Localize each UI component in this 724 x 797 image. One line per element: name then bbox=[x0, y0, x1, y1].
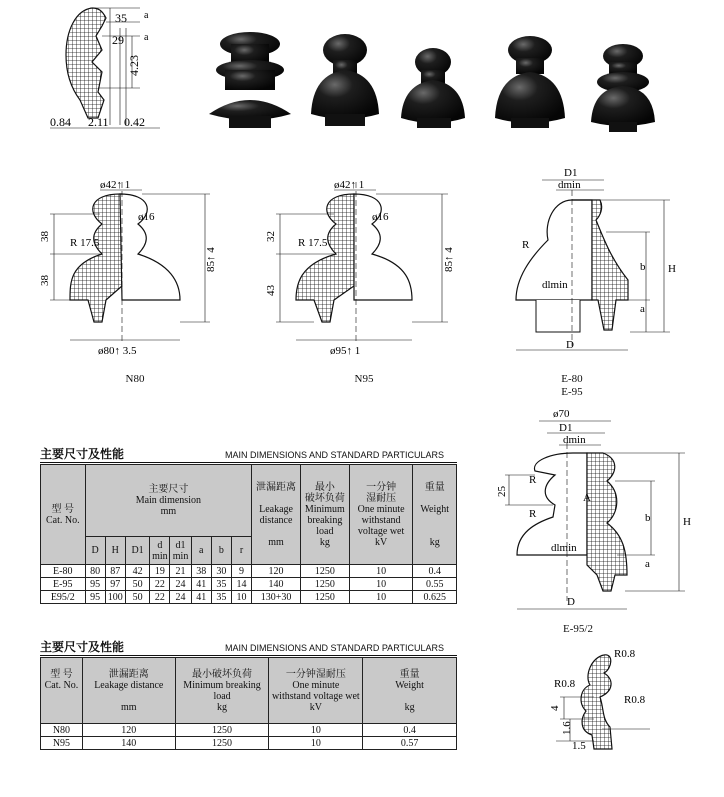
table-cell: 140 bbox=[82, 737, 175, 750]
table1 bbox=[40, 464, 457, 604]
table-cell-cat-no: E-80 bbox=[41, 565, 86, 578]
t1-h-volt-unit: kV bbox=[374, 536, 388, 548]
table-cell: 41 bbox=[191, 578, 211, 591]
t1-sub-d1: D1 bbox=[125, 537, 149, 565]
e80-dim-h: H bbox=[668, 263, 676, 275]
insulator-photo-1 bbox=[209, 32, 291, 128]
groove-dim-1-5: 1.5 bbox=[572, 740, 586, 752]
t2-h-volt-en1: One minute bbox=[292, 679, 340, 691]
n80-dim-top: ø42↑ 1 bbox=[100, 179, 131, 191]
t1-h-weight-cn: 重量 bbox=[424, 481, 445, 493]
table-cell: 0.55 bbox=[413, 578, 457, 591]
t2-h-leak-unit: mm bbox=[120, 701, 137, 713]
t1-sub-d1min: d1 min bbox=[170, 537, 191, 565]
caption-e95-2: E-95/2 bbox=[563, 623, 593, 635]
t2-h-type-en: Cat. No. bbox=[44, 679, 79, 691]
e80-dim-a: a bbox=[640, 303, 645, 315]
table-cell: 1250 bbox=[300, 591, 349, 604]
table-cell: 42 bbox=[125, 565, 149, 578]
table2-title-en: MAIN DIMENSIONS AND STANDARD PARTICULARS bbox=[225, 643, 445, 653]
rim-dim-a1: a bbox=[144, 10, 149, 21]
table-row bbox=[41, 591, 457, 604]
t2-h-type-cn: 型 号 bbox=[50, 668, 73, 680]
t1-sub-d: D bbox=[85, 537, 105, 565]
e80-dim-d: D bbox=[566, 339, 574, 351]
t1-h-main-unit: mm bbox=[160, 506, 177, 517]
t1-h-load-cn1: 最小 bbox=[314, 481, 335, 493]
drawing-n80 bbox=[30, 172, 230, 362]
table-cell: 80 bbox=[85, 565, 105, 578]
table-cell: 120 bbox=[252, 565, 301, 578]
t1-sub-dmin: d min bbox=[150, 537, 170, 565]
table-cell: 35 bbox=[211, 578, 231, 591]
product-photos bbox=[195, 22, 685, 140]
rim-dim-35: 35 bbox=[115, 11, 127, 25]
rim-dim-2-11: 2.11 bbox=[88, 115, 109, 129]
table2-title-cn: 主要尺寸及性能 bbox=[40, 640, 125, 654]
table-cell: 1250 bbox=[175, 724, 269, 737]
table-cell: 24 bbox=[170, 591, 191, 604]
e952-dim-d: D bbox=[567, 596, 575, 608]
t1-h-load-en1: Minimum bbox=[304, 503, 345, 515]
t1-h-leak-cn: 泄漏距离 bbox=[256, 481, 297, 493]
table-cell: 9 bbox=[231, 565, 251, 578]
table-cell: 95 bbox=[85, 591, 105, 604]
table1-title-en: MAIN DIMENSIONS AND STANDARD PARTICULARS bbox=[225, 450, 445, 460]
table-cell-cat-no: E-95 bbox=[41, 578, 86, 591]
t2-h-volt-cn: 一分钟湿耐压 bbox=[285, 668, 346, 680]
t1-h-leak-unit: mm bbox=[268, 536, 284, 548]
t1-h-volt-en2: withstand bbox=[361, 514, 401, 526]
table-cell: 10 bbox=[269, 724, 363, 737]
t1-h-volt-en1: One minute bbox=[357, 503, 405, 515]
n80-dim-base: ø80↑ 3.5 bbox=[98, 345, 137, 357]
t2-h-weight-unit: kg bbox=[404, 701, 415, 713]
n95-dim-base: ø95↑ 1 bbox=[330, 345, 361, 357]
table-cell: 87 bbox=[105, 565, 125, 578]
t1-sub-h: H bbox=[105, 537, 125, 565]
groove-dim-4: 4 bbox=[549, 705, 561, 711]
table-cell: 38 bbox=[191, 565, 211, 578]
n95-dim-top: ø42↑ 1 bbox=[334, 179, 365, 191]
t1-h-type-en: Cat. No. bbox=[45, 514, 80, 526]
table-cell: 1250 bbox=[300, 578, 349, 591]
e952-dim-b: b bbox=[645, 512, 651, 524]
table-cell-cat-no: N95 bbox=[41, 737, 83, 750]
insulator-photo-5 bbox=[591, 44, 655, 132]
n95-dim-radius: R 17.5 bbox=[298, 237, 328, 249]
e952-dim-r2: R bbox=[529, 508, 537, 520]
rim-dim-0-84: 0.84 bbox=[50, 115, 71, 129]
t1-h-leak-en2: distance bbox=[259, 514, 293, 526]
e952-dim-h: H bbox=[683, 516, 691, 528]
t2-h-volt-en2: withstand voltage wet bbox=[271, 690, 360, 702]
t2-h-weight-en: Weight bbox=[395, 679, 424, 691]
e952-dim-outer: ø70 bbox=[553, 408, 570, 420]
groove-dim-r2: R0.8 bbox=[554, 678, 576, 690]
n95-dim-height: 85↑ 4 bbox=[443, 247, 455, 272]
table-cell: 0.4 bbox=[413, 565, 457, 578]
e80-dim-dlmin: dlmin bbox=[542, 279, 568, 291]
n95-dim-upper: 32 bbox=[265, 231, 277, 242]
t2-h-leak-en: Leakage distance bbox=[94, 679, 164, 691]
rim-dim-29: 29 bbox=[112, 33, 124, 47]
rim-section-shape bbox=[66, 8, 106, 118]
table-row bbox=[41, 565, 457, 578]
rim-dim-0-42: 0.42 bbox=[124, 115, 145, 129]
e952-dim-a: a bbox=[645, 558, 650, 570]
e952-dim-25: 25 bbox=[496, 486, 508, 497]
table-cell: 21 bbox=[170, 565, 191, 578]
groove-detail bbox=[540, 645, 690, 755]
table-cell: 22 bbox=[150, 578, 170, 591]
table-cell: 95 bbox=[85, 578, 105, 591]
table-cell: 100 bbox=[105, 591, 125, 604]
table-cell: 30 bbox=[211, 565, 231, 578]
t1-h-weight-unit: kg bbox=[429, 536, 440, 548]
n80-dim-height: 85↑ 4 bbox=[205, 247, 217, 272]
table-cell: 14 bbox=[231, 578, 251, 591]
table-cell: 0.625 bbox=[413, 591, 457, 604]
t1-h-load-cn2: 破坏负荷 bbox=[304, 492, 345, 504]
t2-h-weight-cn: 重量 bbox=[399, 668, 420, 680]
table-cell: 10 bbox=[269, 737, 363, 750]
t1-h-type-cn: 型 号 bbox=[51, 503, 75, 515]
drawing-e95-2 bbox=[495, 405, 695, 620]
table-cell: 130+30 bbox=[252, 591, 301, 604]
groove-dim-r1: R0.8 bbox=[614, 648, 636, 660]
table-row bbox=[41, 737, 457, 750]
t1-h-leak-en1: Leakage bbox=[259, 503, 293, 515]
table-cell: 10 bbox=[349, 565, 413, 578]
groove-dim-1-6: 1.6 bbox=[561, 721, 573, 735]
table-cell: 1250 bbox=[300, 565, 349, 578]
n80-dim-lower: 38 bbox=[39, 275, 51, 286]
table-cell: 10 bbox=[231, 591, 251, 604]
t1-h-load-en2: breaking bbox=[307, 514, 343, 526]
rim-dim-4-23: 4.23 bbox=[127, 55, 141, 76]
t1-h-volt-cn1: 一分钟 bbox=[366, 481, 397, 493]
n80-dim-bore: ø16 bbox=[138, 211, 155, 223]
insulator-photo-4 bbox=[495, 36, 565, 128]
table-cell: 50 bbox=[125, 578, 149, 591]
rim-profile-detail bbox=[40, 0, 170, 140]
e952-dim-d1: D1 bbox=[559, 422, 573, 434]
e952-dim-dlmin: dlmin bbox=[551, 542, 577, 554]
t2-h-load-en2: load bbox=[213, 690, 231, 702]
table2 bbox=[40, 657, 457, 750]
table-cell: 19 bbox=[150, 565, 170, 578]
t1-h-volt-cn2: 湿耐压 bbox=[366, 492, 397, 504]
n95-dim-lower: 43 bbox=[265, 285, 277, 296]
t1-sub-b: b bbox=[211, 537, 231, 565]
insulator-photo-2 bbox=[311, 34, 379, 126]
n95-dim-bore: ø16 bbox=[372, 211, 389, 223]
table-cell: 35 bbox=[211, 591, 231, 604]
t1-sub-a: a bbox=[191, 537, 211, 565]
e80-dim-dmin: dmin bbox=[558, 179, 581, 191]
t1-h-weight-en: Weight bbox=[420, 503, 450, 515]
e952-dim-r1: R bbox=[529, 474, 537, 486]
n80-dim-upper: 38 bbox=[39, 231, 51, 242]
table-cell: 24 bbox=[170, 578, 191, 591]
table-cell: 10 bbox=[349, 578, 413, 591]
t1-h-load-en3: load bbox=[316, 525, 334, 537]
t1-h-main-cn: 主要尺寸 bbox=[148, 484, 189, 495]
e80-dim-d1: D1 bbox=[564, 167, 578, 179]
table-cell: 22 bbox=[150, 591, 170, 604]
t1-h-volt-en3: voltage wet bbox=[357, 525, 405, 537]
n80-dim-radius: R 17.5 bbox=[70, 237, 100, 249]
e952-dim-dmin: dmin bbox=[563, 434, 586, 446]
table-cell-cat-no: N80 bbox=[41, 724, 83, 737]
t2-h-leak-cn: 泄漏距离 bbox=[108, 668, 149, 680]
t2-h-load-cn: 最小破坏负荷 bbox=[192, 668, 253, 680]
groove-dim-r3: R0.8 bbox=[624, 694, 646, 706]
table-cell: 10 bbox=[349, 591, 413, 604]
rim-dim-a2: a bbox=[144, 32, 149, 43]
table-cell: 50 bbox=[125, 591, 149, 604]
t2-h-volt-unit: kV bbox=[309, 701, 322, 713]
drawing-n95 bbox=[262, 172, 462, 362]
table-cell: 0.4 bbox=[363, 724, 457, 737]
table1-rule bbox=[40, 462, 457, 463]
table-cell: 1250 bbox=[175, 737, 269, 750]
e80-dim-b: b bbox=[640, 261, 646, 273]
caption-e80: E-80 bbox=[561, 373, 583, 385]
table-cell: 0.57 bbox=[363, 737, 457, 750]
table-cell: 120 bbox=[82, 724, 175, 737]
caption-n80: N80 bbox=[125, 373, 145, 385]
table-cell-cat-no: E95/2 bbox=[41, 591, 86, 604]
e80-dim-r: R bbox=[522, 239, 530, 251]
table2-rule bbox=[40, 655, 457, 656]
drawing-e80-e95 bbox=[500, 160, 680, 360]
insulator-photo-3 bbox=[401, 48, 465, 128]
t2-h-load-en1: Minimum breaking bbox=[183, 679, 261, 691]
t1-h-load-unit: kg bbox=[319, 536, 330, 548]
t1-sub-r: r bbox=[231, 537, 251, 565]
caption-e95: E-95 bbox=[561, 386, 583, 398]
caption-n95: N95 bbox=[354, 373, 374, 385]
table-row bbox=[41, 578, 457, 591]
e952-dim-a-upper: A bbox=[583, 492, 591, 504]
table-cell: 97 bbox=[105, 578, 125, 591]
table-cell: 140 bbox=[252, 578, 301, 591]
table-cell: 41 bbox=[191, 591, 211, 604]
t2-h-load-unit: kg bbox=[217, 701, 228, 713]
table-row bbox=[41, 724, 457, 737]
t1-h-main-en: Main dimension bbox=[135, 495, 201, 506]
table1-title-cn: 主要尺寸及性能 bbox=[40, 447, 125, 461]
